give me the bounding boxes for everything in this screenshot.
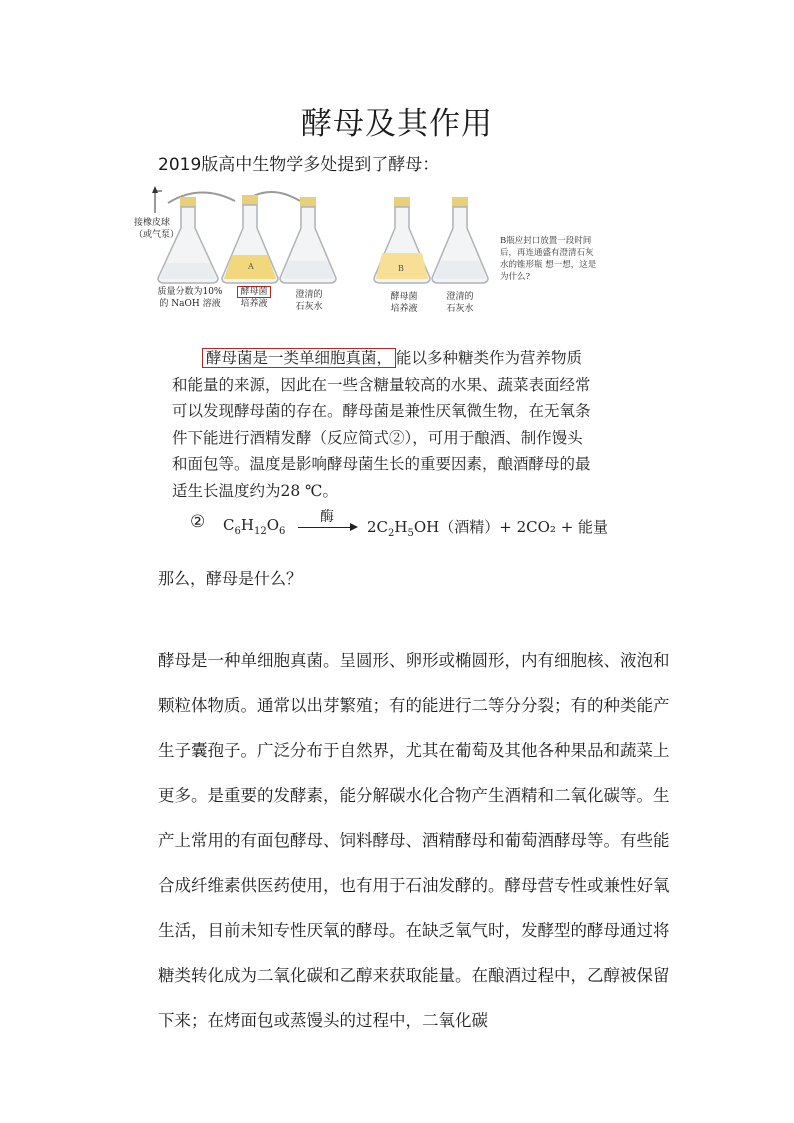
highlighted-definition: 酵母菌是一类单细胞真菌， (202, 348, 396, 368)
label-naoh: 质量分数为10% 的 NaOH 溶液 (157, 287, 223, 309)
flask-a (222, 195, 278, 283)
flask-limewater-1 (280, 197, 336, 283)
excerpt-text: 能以多种糖类作为营养物质和能量的来源，因此在一些含糖量较高的水果、蔬菜表面经常可以发现酵母菌的存在。酵母菌是兼性厌氧微生物，在无氧条件下能进行酒精发酵（反应简式②），可用于酿酒、制作馒头和面包等。温度是影响酵母菌生长的重要因素，酿酒酵母的最适生长温度约为28 ℃。 (172, 349, 591, 500)
page-title: 酵母及其作用 (301, 106, 493, 142)
equation-products: $2C_2H_5OH$（酒精）+ 2CO₂ + 能量 (367, 518, 609, 539)
pump-label: 接橡皮球 （或气泵） (134, 218, 180, 240)
experiment-figure (130, 183, 600, 323)
body-paragraph: 酵母是一种单细胞真菌。呈圆形、卵形或椭圆形，内有细胞核、液泡和颗粒体物质。通常以出芽繁殖；有的能进行二等分分裂；有的种类能产生子囊孢子。广泛分布于自然界，尤其在葡萄及其他各种果品和蔬菜上更多。是重要的发酵素，能分解碳水化合物产生酒精和二氧化碳等。生产上常用的有面包酵母、饲料酵母、酒精酵母和葡萄酒酵母等。有些能合成纤维素供医药使用，也有用于石油发酵的。酵母营专性或兼性好氧生活，目前未知专性厌氧的酵母。在缺乏氧气时，发酵型的酵母通过将糖类转化成为二氧化碳和乙醇来获取能量。在酿酒过程中，乙醇被保留下来；在烤面包或蒸馒头的过程中，二氧化碳 (158, 651, 670, 1030)
svg-text:A: A (248, 262, 254, 271)
flask-b (374, 197, 430, 283)
reaction-arrow (296, 508, 358, 538)
textbook-excerpt (172, 345, 592, 504)
label-yeast-b: 酵母菌 培养液 (390, 292, 418, 314)
fermentation-equation (190, 508, 610, 544)
equation-number: ② (190, 512, 206, 532)
figure-side-note: B瓶应封口放置一段时间后，再连通盛有澄清石灰水的锥形瓶 想一想，这是为什么? (500, 236, 597, 282)
label-yeast-a: 酵母菌 培养液 (230, 286, 278, 310)
equation-reactant: $C_6H_{12}O_6$ (223, 516, 286, 537)
subtitle: 2019版高中生物学多处提到了酵母： (158, 155, 440, 175)
label-limewater-b: 澄清的 石灰水 (446, 292, 474, 314)
label-limewater-a: 澄清的 石灰水 (295, 290, 323, 312)
question-line: 那么，酵母是什么？ (158, 569, 303, 588)
flask-limewater-2 (432, 197, 488, 283)
svg-text:B: B (398, 264, 404, 273)
enzyme-label: 酶 (320, 509, 334, 525)
